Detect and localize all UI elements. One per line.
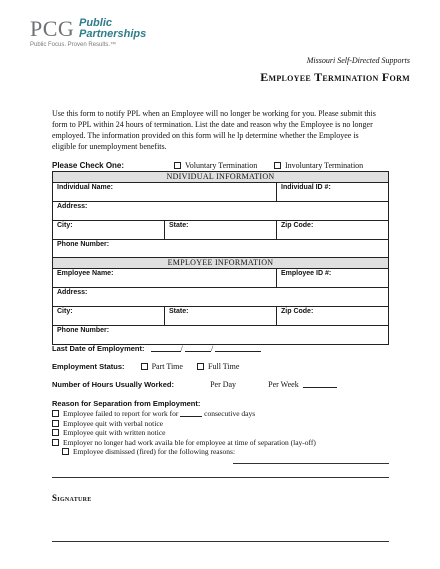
full-time-checkbox[interactable]	[197, 363, 204, 370]
involuntary-label: Involuntary Termination	[285, 161, 364, 170]
hours-label: Number of Hours Usually Worked:	[52, 380, 174, 389]
logo-tagline: Public Focus. Proven Results.™	[30, 42, 117, 48]
hours-row	[52, 380, 337, 389]
part-time-checkbox[interactable]	[141, 363, 148, 370]
check-one-label: Please Check One:	[52, 161, 125, 170]
reason-dismissed[interactable]	[52, 447, 392, 457]
dismissal-reason-line-1[interactable]	[233, 463, 389, 464]
employee-info-table	[52, 257, 389, 345]
individual-phone-field[interactable]: Phone Number:	[53, 240, 389, 259]
employee-phone-field[interactable]: Phone Number:	[53, 326, 389, 345]
dismissed-label: Employee dismissed (fired) for the following reasons:	[73, 447, 236, 456]
employment-status-label: Employment Status:	[52, 362, 125, 371]
reason-failed-to-report[interactable]	[52, 409, 392, 419]
logo-brand-line1: Public	[79, 17, 113, 29]
individual-id-field[interactable]: Individual ID #:	[277, 183, 389, 202]
per-week-label: Per Week	[268, 380, 299, 389]
failed-to-report-checkbox[interactable]	[52, 410, 59, 417]
consecutive-days-label: consecutive days	[204, 409, 256, 418]
employee-name-field[interactable]: Employee Name:	[53, 269, 277, 288]
individual-state-field[interactable]: State:	[165, 221, 277, 240]
individual-name-field[interactable]: Individual Name:	[53, 183, 277, 202]
reason-verbal-notice[interactable]	[52, 419, 392, 429]
reason-written-notice[interactable]	[52, 428, 392, 438]
part-time-label: Part Time	[151, 362, 183, 371]
per-week-input[interactable]	[303, 381, 337, 388]
logo-brand-line2: Partnerships	[79, 28, 147, 40]
verbal-notice-checkbox[interactable]	[52, 420, 59, 427]
full-time-option[interactable]	[197, 362, 239, 371]
involuntary-checkbox[interactable]	[274, 162, 281, 169]
intro-paragraph: Use this form to notify PPL when an Employee will no longer be working for you. Please submit this form to PPL within 24 hours of termination. List the date and reason why the Employee is no longer employed. The information provided on this form will he lp determine whether the Employee is eligible for unemployment benefits.	[52, 109, 376, 151]
reason-layoff[interactable]	[52, 438, 392, 448]
logo-brand-text	[79, 18, 146, 40]
failed-to-report-label: Employee failed to report for work for	[63, 409, 179, 418]
layoff-label: Employer no longer had work availa ble for employee at time of separation (lay-off)	[63, 437, 316, 447]
consecutive-days-input[interactable]	[180, 410, 202, 417]
reasons-list	[52, 409, 392, 457]
part-time-option[interactable]	[141, 362, 183, 371]
logo-pcg-text: PCG	[30, 16, 75, 41]
last-date-month-input[interactable]	[151, 345, 181, 352]
individual-city-field[interactable]: City:	[53, 221, 165, 240]
dismissed-checkbox[interactable]	[62, 448, 69, 455]
employee-address-field[interactable]: Address:	[53, 288, 389, 307]
reasons-heading: Reason for Separation from Employment:	[52, 399, 201, 408]
last-date-day-input[interactable]	[185, 345, 211, 352]
employee-state-field[interactable]: State:	[165, 307, 277, 326]
written-notice-label: Employee quit with written notice	[63, 428, 166, 437]
layoff-checkbox[interactable]	[52, 439, 59, 446]
employee-zip-field[interactable]: Zip Code:	[277, 307, 389, 326]
individual-address-field[interactable]: Address:	[53, 202, 389, 221]
full-time-label: Full Time	[208, 362, 240, 371]
last-date-year-input[interactable]	[215, 345, 261, 352]
individual-info-table	[52, 171, 389, 259]
individual-zip-field[interactable]: Zip Code:	[277, 221, 389, 240]
signature-label: Signature	[52, 493, 92, 503]
program-name: Missouri Self-Directed Supports	[306, 56, 410, 65]
dismissal-reason-line-2[interactable]	[52, 477, 389, 478]
last-date-label: Last Date of Employment:	[52, 344, 145, 353]
involuntary-option[interactable]	[274, 161, 363, 170]
signature-line[interactable]	[52, 541, 389, 542]
employee-id-field[interactable]: Employee ID #:	[277, 269, 389, 288]
form-title: Employee Termination Form	[260, 70, 410, 84]
pcg-logo	[30, 16, 180, 54]
written-notice-checkbox[interactable]	[52, 429, 59, 436]
employee-city-field[interactable]: City:	[53, 307, 165, 326]
last-date-row: Last Date of Employment: / /	[52, 344, 261, 353]
verbal-notice-label: Employee quit with verbal notice	[63, 418, 163, 428]
employee-info-heading: EMPLOYEE INFORMATION	[53, 258, 389, 269]
voluntary-checkbox[interactable]	[174, 162, 181, 169]
voluntary-label: Voluntary Termination	[185, 161, 258, 170]
individual-info-heading: NDIVIDUAL INFORMATION	[53, 172, 389, 183]
employment-status-row	[52, 362, 239, 371]
voluntary-option[interactable]	[174, 161, 257, 170]
per-day-label: Per Day	[210, 380, 237, 389]
